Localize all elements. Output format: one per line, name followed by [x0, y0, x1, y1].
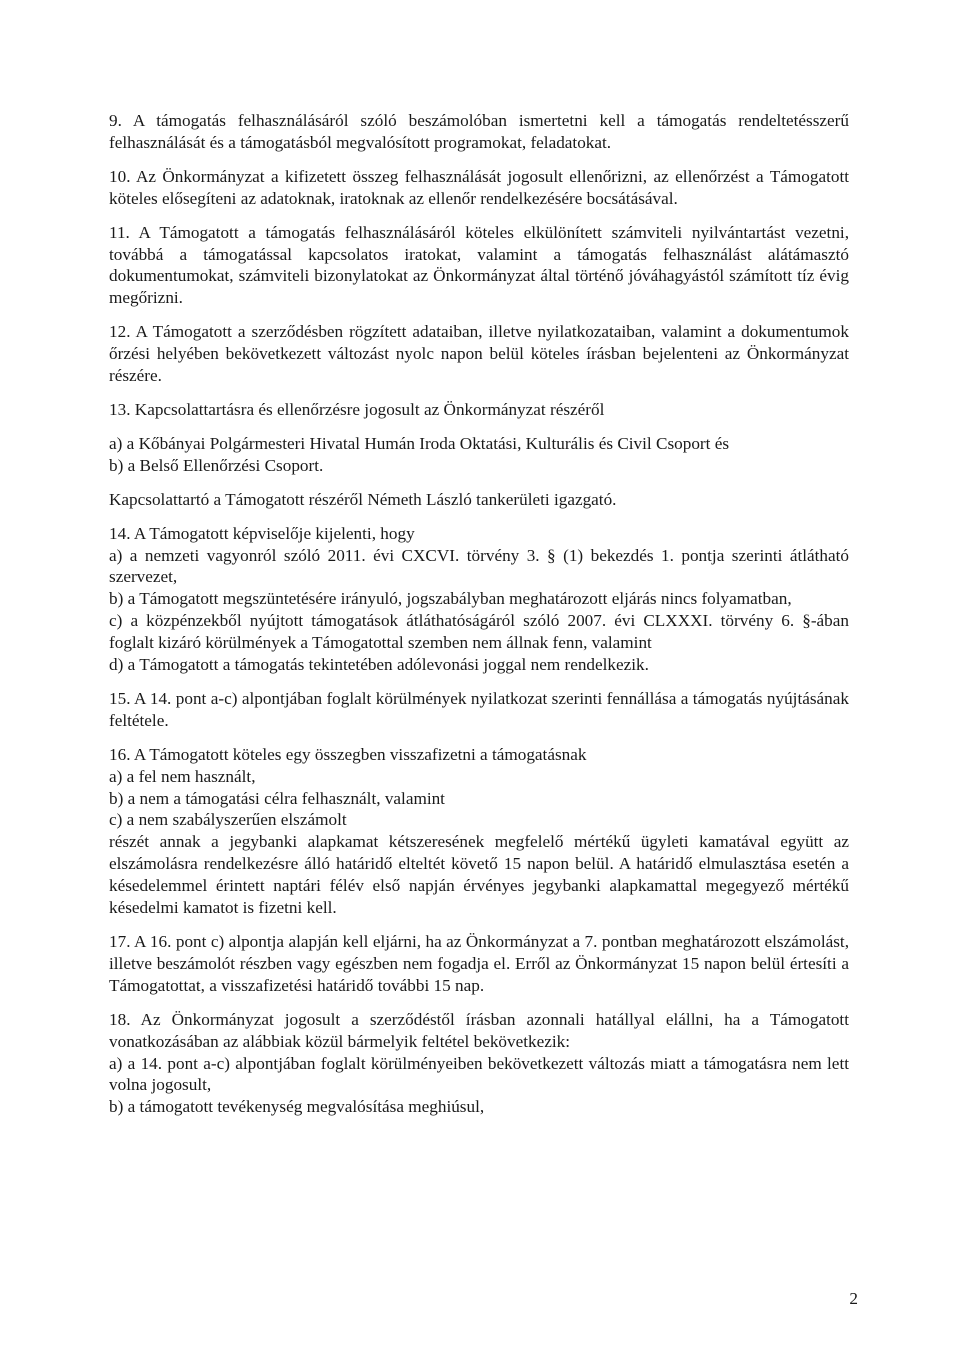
paragraph-body: részét annak a jegybanki alapkamat kétszeresének megfelelő mértékű ügyleti kamatával együtt az elszámolásra rendelkezésre álló határidő elteltét követő 15 napon belül. A határidő elmulasztása esetén a késedelemmel érintett naptári félév első napján érvényes jegybanki alapkamattal megegyező mértékű késedelmi kamatot is fizetni kell.: [109, 832, 849, 918]
paragraph-11: 11. A Támogatott a támogatás felhasználásáról köteles elkülönített számviteli nyilvántartást vezetni, továbbá a támogatással kapcsolatos iratokat, valamint a támogatás felhasználást alátámasztó dokumentumokat, számviteli bizonylatokat az Önkormányzat által történő jóváhagyástól számított tíz évig megőrizni.: [109, 222, 849, 308]
list-item: c) a nem szabályszerűen elszámolt: [109, 810, 347, 830]
paragraph-10: 10. Az Önkormányzat a kifizetett összeg felhasználását jogosult ellenőrizni, az ellenőrzést a Támogatott köteles elősegíteni az adatoknak, iratoknak az ellenőr rendelkezésére bocsátásával.: [109, 166, 849, 208]
list-item: c) a közpénzekből nyújtott támogatások átláthatóságáról szóló 2007. évi CLXXXI. törvény 6. §-ában foglalt kizáró körülmények a Támogatottal szemben nem állnak fenn, valamint: [109, 611, 849, 653]
paragraph-9: 9. A támogatás felhasználásáról szóló beszámolóban ismertetni kell a támogatás rendeltetésszerű felhasználását és a támogatásból megvalósított programokat, feladatokat.: [109, 111, 849, 152]
paragraph-heading: 14. A Támogatott képviselője kijelenti, hogy: [109, 523, 415, 543]
list-item: b) a nem a támogatási célra felhasznált, valamint: [109, 788, 445, 808]
paragraph-18: [109, 1009, 849, 1119]
list-item: b) a támogatott tevékenység megvalósítása meghiúsul,: [109, 1097, 485, 1117]
document-page: [109, 110, 849, 1118]
list-item: d) a Támogatott a támogatás tekintetében adólevonási joggal nem rendelkezik.: [109, 655, 649, 675]
paragraph-13-contact-person: Kapcsolattartó a Támogatott részéről Németh László tankerületi igazgató.: [109, 489, 617, 509]
paragraph-17: 17. A 16. pont c) alpontja alapján kell eljárni, ha az Önkormányzat a 7. pontban meghatározott elszámolást, illetve beszámolót részben vagy egészben nem fogadja el. Erről az Önkormányzat 15 napon belül értesíti a Támogatottat, a visszafizetési határidő további 15 nap.: [109, 932, 849, 995]
list-item: a) a Kőbányai Polgármesteri Hivatal Humán Iroda Oktatási, Kulturális és Civil Csoport és: [109, 433, 730, 453]
list-item: b) a Belső Ellenőrzési Csoport.: [109, 455, 324, 475]
paragraph-14: [109, 523, 849, 676]
list-item: a) a fel nem használt,: [109, 766, 256, 786]
paragraph-15: 15. A 14. pont a-c) alpontjában foglalt körülmények nyilatkozat szerinti fennállása a támogatás nyújtásának feltétele.: [109, 688, 849, 730]
paragraph-13-contacts: [109, 433, 849, 477]
list-item: b) a Támogatott megszüntetésére irányuló, jogszabályban meghatározott eljárás nincs folyamatban,: [109, 589, 792, 609]
list-item: a) a nemzeti vagyonról szóló 2011. évi CXCVI. törvény 3. § (1) bekezdés 1. pontja szerinti átlátható szervezet,: [109, 545, 849, 587]
paragraph-heading: 18. Az Önkormányzat jogosult a szerződéstől írásban azonnali hatállyal elállni, ha a Támogatott vonatkozásában az alábbiak közül bármelyik feltétel bekövetkezik:: [109, 1009, 849, 1051]
paragraph-12: 12. A Támogatott a szerződésben rögzített adataiban, illetve nyilatkozataiban, valamint a dokumentumok őrzési helyében bekövetkezett változást nyolc napon belül köteles írásban bejelenteni az Önkormányzat részére.: [109, 322, 849, 386]
paragraph-16: [109, 744, 849, 919]
paragraph-13: 13. Kapcsolattartásra és ellenőrzésre jogosult az Önkormányzat részéről: [109, 399, 605, 419]
paragraph-heading: 16. A Támogatott köteles egy összegben visszafizetni a támogatásnak: [109, 744, 587, 764]
list-item: a) a 14. pont a-c) alpontjában foglalt körülményeiben bekövetkezett változás miatt a támogatásra nem lett volna jogosult,: [109, 1053, 849, 1095]
page-number: 2: [849, 1289, 858, 1308]
